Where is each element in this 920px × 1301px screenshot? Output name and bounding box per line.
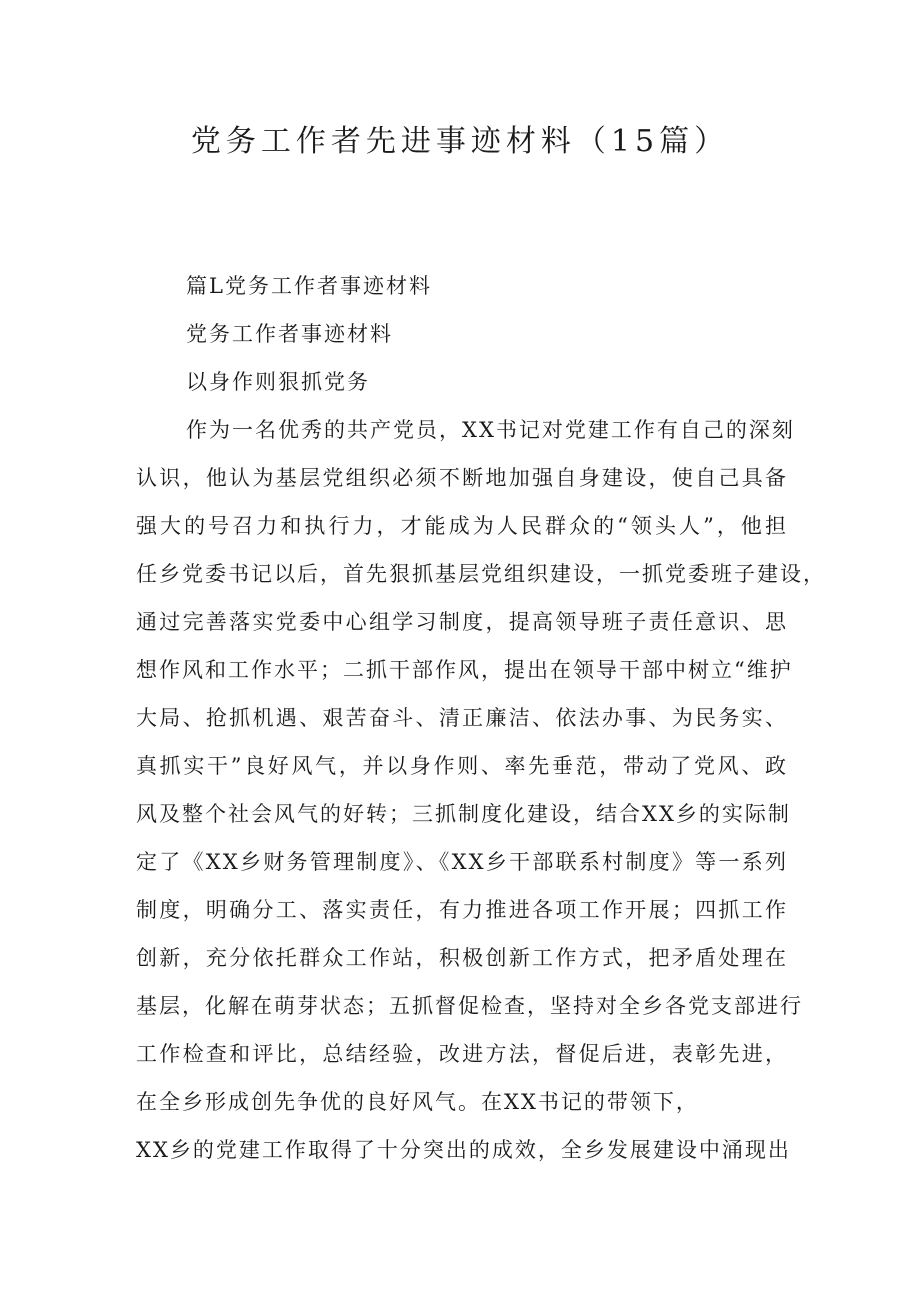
document-title: 党务工作者先进事迹材料（15篇） [190, 124, 730, 159]
paragraph-line: 工作检查和评比，总结经验，改进方法，督促后进，表彰先进， [136, 1042, 788, 1066]
paragraph-line: 任乡党委书记以后，首先狠抓基层党组织建设，一抓党委班子建设， [136, 562, 826, 586]
paragraph-continuation-line: XX乡的党建工作取得了十分突出的成效，全乡发展建设中涌现出 [136, 1138, 791, 1162]
paragraph-line: 认识，他认为基层党组织必须不断地加强自身建设，使自己具备 [136, 466, 788, 490]
paragraph-line: 制度，明确分工、落实责任，有力推进各项工作开展；四抓工作 [136, 898, 788, 922]
paragraph-line: 大局、抢抓机遇、艰苦奋斗、清正廉洁、依法办事、为民务实、 [136, 706, 788, 730]
paragraph-line: 强大的号召力和执行力，才能成为人民群众的“领头人”，他担 [136, 514, 788, 538]
paragraph-line: 作为一名优秀的共产党员，XX书记对党建工作有自己的深刻 [186, 418, 795, 442]
paragraph-line: 在全乡形成创先争优的良好风气。在XX书记的带领下， [136, 1090, 699, 1114]
article-topic: 以身作则狠抓党务 [186, 370, 370, 394]
paragraph-line: 想作风和工作水平；二抓干部作风，提出在领导干部中树立“维护 [136, 658, 793, 682]
paragraph-line: 定了《XX乡财务管理制度》、《XX乡干部联系村制度》等一系列 [136, 850, 788, 874]
paragraph-line: 通过完善落实党委中心组学习制度，提高领导班子责任意识、思 [136, 610, 788, 634]
paragraph-line: 创新，充分依托群众工作站，积极创新工作方式，把矛盾处理在 [136, 946, 788, 970]
section-heading: 篇L党务工作者事迹材料 [186, 274, 432, 298]
article-subtitle: 党务工作者事迹材料 [186, 322, 393, 346]
paragraph-line: 风及整个社会风气的好转；三抓制度化建设，结合XX乡的实际制 [136, 802, 791, 826]
paragraph-line: 真抓实干”良好风气，并以身作则、率先垂范，带动了党风、政 [136, 754, 788, 778]
paragraph-line: 基层，化解在萌芽状态；五抓督促检查，坚持对全乡各党支部进行 [136, 994, 803, 1018]
